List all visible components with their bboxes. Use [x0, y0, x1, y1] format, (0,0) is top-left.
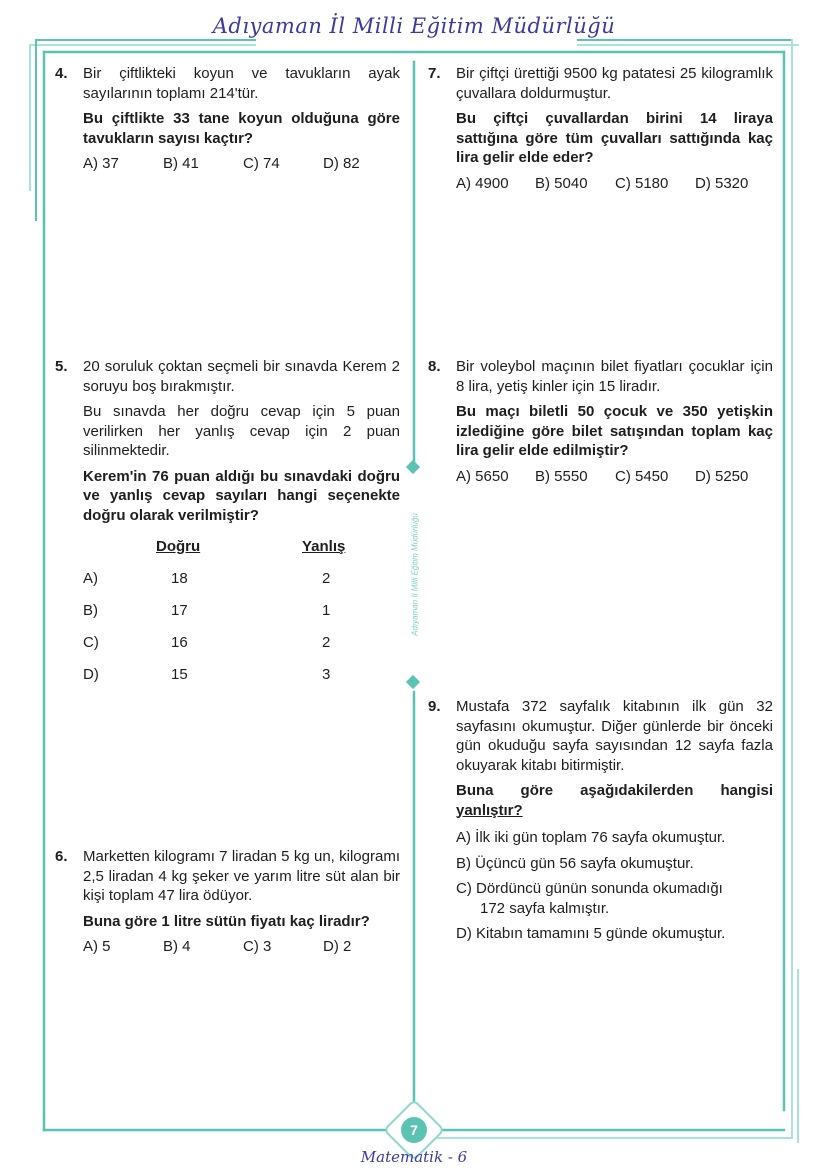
option-b[interactable]: B) 4: [163, 938, 191, 955]
option-c[interactable]: C) 3: [243, 938, 272, 955]
correct-count: 16: [171, 634, 188, 651]
answer-options: [83, 937, 400, 957]
option-c[interactable]: C): [83, 634, 99, 651]
question-text: 20 soruluk çoktan seçmeli bir sınavda Kerem 2 soruyu boş bırakmıştır.: [83, 358, 400, 395]
option-b[interactable]: B) 5550: [535, 467, 588, 485]
option-c[interactable]: C) 5450: [615, 467, 669, 485]
question-7: [428, 64, 773, 193]
option-a[interactable]: A) 5650: [456, 467, 509, 485]
option-a[interactable]: A) İlk iki gün toplam 76 sayfa okumuştur.: [456, 829, 726, 846]
answer-options: [456, 174, 773, 194]
answer-options: [456, 467, 773, 487]
question-number: 6.: [55, 848, 68, 865]
question-prompt: Buna göre aşağıdakilerden hangisi: [456, 782, 773, 799]
wrong-count: 2: [322, 570, 331, 587]
correct-count: 15: [171, 666, 188, 683]
column-header-correct: Doğru: [156, 538, 201, 555]
question-number: 7.: [428, 65, 441, 82]
footer-subject: Matematik - 6: [360, 1148, 468, 1166]
answer-options: [83, 154, 400, 174]
column-header-wrong: Yanlış: [302, 538, 346, 555]
question-prompt: Buna göre 1 litre sütün fiyatı kaç liradır?: [83, 912, 370, 930]
question-text: Marketten kilogramı 7 liradan 5 kg un, kilogramı 2,5 liradan 4 kg şeker ve yarım litre süt alan bir kişi toplam 47 lira ödüyor.: [83, 848, 400, 904]
side-watermark: Adıyaman İl Milli Eğitim Müdürlüğü: [410, 513, 420, 636]
question-number: 9.: [428, 698, 441, 715]
question-prompt: Bu çiftçi çuvallardan birini 14 liraya sattığına göre tüm çuvalları sattığında kaç lira gelir elde eder?: [456, 110, 773, 166]
correct-count: 18: [171, 570, 188, 587]
option-d[interactable]: D) 5250: [695, 467, 749, 485]
option-d[interactable]: D) 82: [323, 155, 360, 172]
wrong-count: 2: [322, 634, 331, 651]
wrong-count: 3: [322, 666, 331, 683]
question-prompt: Kerem'in 76 puan aldığı bu sınavdaki doğru ve yanlış cevap sayıları hangi seçenekte doğru olarak verilmiştir?: [83, 467, 400, 524]
question-5: [55, 357, 400, 687]
option-c[interactable]: C) Dördüncü günün sonunda okumadığı: [456, 880, 723, 897]
option-b[interactable]: B) 5040: [535, 174, 588, 192]
question-number: 5.: [55, 358, 68, 375]
question-text: Bu sınavda her doğru cevap için 5 puan verilirken her yanlış cevap için 2 puan silinmektedir.: [83, 403, 400, 459]
option-c[interactable]: C) 74: [243, 155, 280, 172]
option-b[interactable]: B): [83, 602, 98, 619]
correct-count: 17: [171, 602, 188, 619]
option-a[interactable]: A) 4900: [456, 174, 509, 192]
option-c[interactable]: C) 5180: [615, 174, 669, 192]
question-4: [55, 64, 400, 174]
question-6: [55, 847, 400, 957]
option-b[interactable]: B) 41: [163, 155, 199, 172]
question-number: 4.: [55, 65, 68, 82]
question-text: Mustafa 372 sayfalık kitabının ilk gün 32 sayfasını okumuştur. Diğer günlerde bir önceki gün okuduğu sayfa sayısından 12 sayfa fazla okuyarak kitabı bitirmiştir.: [456, 698, 773, 774]
option-d[interactable]: D): [83, 666, 99, 683]
question-9: [428, 697, 773, 950]
question-prompt: Bu çiftlikte 33 tane koyun olduğuna göre tavukların sayısı kaçtır?: [83, 110, 400, 147]
page-number: 7: [401, 1117, 427, 1143]
question-text: Bir çiftlikteki koyun ve tavukların ayak sayılarının toplamı 214'tür.: [83, 65, 400, 102]
question-text: Bir voleybol maçının bilet fiyatları çocuklar için 8 lira, yetiş kinler için 15 liradır.: [456, 358, 773, 395]
wrong-count: 1: [322, 602, 331, 619]
question-prompt: Bu maçı biletli 50 çocuk ve 350 yetişkin izlediğine göre bilet satışından toplam kaç lira gelir elde edilmiştir?: [456, 403, 773, 459]
question-number: 8.: [428, 358, 441, 375]
question-prompt-emphasis: yanlıştır?: [456, 801, 523, 819]
option-a[interactable]: A) 5: [83, 938, 111, 955]
header-title: Adıyaman İl Milli Eğitim Müdürlüğü: [212, 14, 616, 38]
option-d[interactable]: D) Kitabın tamamını 5 günde okumuştur.: [456, 925, 726, 942]
option-b[interactable]: B) Üçüncü gün 56 sayfa okumuştur.: [456, 854, 694, 872]
option-c-continued: 172 sayfa kalmıştır.: [480, 899, 610, 917]
option-a[interactable]: A): [83, 570, 98, 587]
question-text: Bir çiftçi ürettiği 9500 kg patatesi 25 kilogramlık çuvallara doldurmuştur.: [456, 65, 773, 102]
option-a[interactable]: A) 37: [83, 155, 119, 172]
option-d[interactable]: D) 2: [323, 938, 352, 955]
question-8: [428, 357, 773, 486]
option-d[interactable]: D) 5320: [695, 174, 749, 192]
